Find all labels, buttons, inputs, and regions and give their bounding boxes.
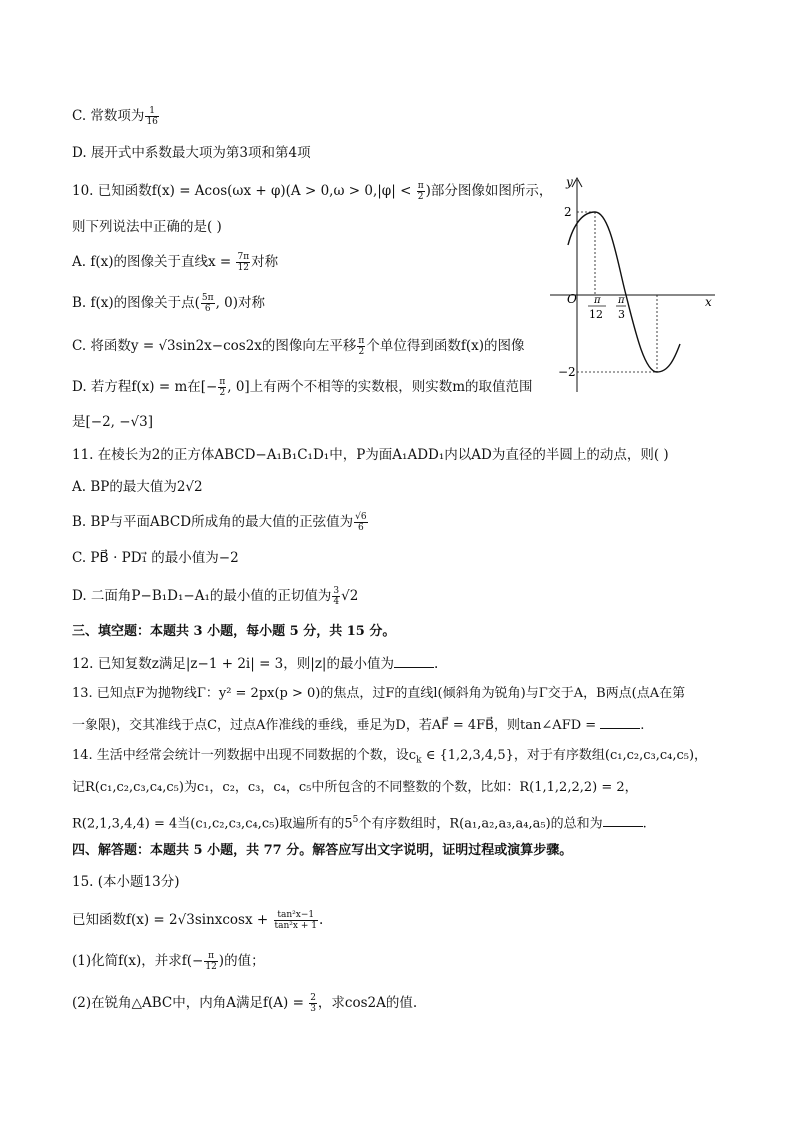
tick2-num: π [618,295,625,306]
fraction: $\frac{\pi}{12}$ [205,951,217,972]
option-c-constant [72,106,160,127]
cosine-graph [550,170,725,400]
fraction: $\frac{√6}{6}$ [355,512,367,533]
question-11-option-d: D. 二面角P−B₁D₁−A₁的最小值的正切值为 $\frac{3}{4}$ √2 [72,586,359,607]
fraction: $\frac{1}{16}$ [146,106,158,127]
fraction: $\frac{\text{tan²x−1}}{\text{tan²x + 1}}$ [274,910,317,931]
answer-blank[interactable] [394,655,434,668]
question-12: 12. 已知复数z满足|z−1 + 2i| = 3，则|z|的最小值为 . [72,656,439,672]
fraction: $\frac{\pi}{2}$ [358,336,365,357]
question-11-option-b: B. BP与平面ABCD所成角的最大值的正弦值为 $\frac{√6}{6}$ [72,512,367,533]
question-10-option-c: C. 将函数y = √3sin2x−cos2x的图像向左平移 $\frac{\pi}{2}$ 个单位得到函数f(x)的图像 [72,336,525,357]
x-axis-label: x [705,295,712,309]
fraction: $\frac{7\pi}{12}$ [237,252,250,273]
tick1-den: 12 [589,308,603,321]
question-10-stem: 10. 已知函数f(x) = Acos(ωx + φ)(A > 0,ω > 0,|φ| < $\frac{\pi}{2}$ )部分图像如图所示， [72,181,553,202]
option-text: C. 常数项为 [72,108,145,124]
question-10-prompt: 则下列说法中正确的是( ) [72,219,222,235]
fraction: $\frac{3}{4}$ [333,586,340,607]
question-15-part-1: (1)化简f(x)，并求f(− $\frac{\pi}{12}$ )的值； [72,951,265,972]
section-4-heading: 四、解答题：本题共 5 小题，共 77 分。解答应写出文字说明，证明过程或演算步骤。 [72,843,573,858]
y-max-label: 2 [564,205,572,219]
tick1-num: π [594,295,601,306]
question-10-option-b: B. f(x)的图像关于点( $\frac{5\pi}{6}$ , 0)对称 [72,293,266,314]
option-d-expansion [72,143,311,163]
origin-label: O [567,292,577,306]
question-13-line-1: 13. 已知点F为抛物线Γ：y² = 2px(p > 0)的焦点，过F的直线l(倾斜角为锐角)与Γ交于A，B两点(点A在第 [72,686,686,701]
question-10-option-a: A. f(x)的图像关于直线x = $\frac{7\pi}{12}$ 对称 [72,252,279,273]
question-13-line-2: 一象限)，交其准线于点C，过点A作准线的垂线，垂足为D，若AF⃗ = 4FB⃗，则tan∠AFD = . [72,718,645,733]
tick2-den: 3 [618,308,625,321]
y-min-label: −2 [558,365,576,379]
question-10-option-d: D. 若方程f(x) = m在[− $\frac{\pi}{2}$ , 0]上有两个不相等的实数根，则实数m的取值范围 [72,377,533,398]
section-3-heading: 三、填空题：本题共 3 小题，每小题 5 分，共 15 分。 [72,624,396,639]
question-15-part-2: (2)在锐角△ABC中，内角A满足f(A) = $\frac{2}{3}$ ，求cos2A的值. [72,993,418,1014]
question-14-line-2: 记R(c₁,c₂,c₃,c₄,c₅)为c₁，c₂，c₃，c₄，c₅中所包含的不同整数的个数，比如：R(1,1,2,2,2) = 2， [72,780,638,795]
fraction: $\frac{2}{3}$ [310,993,316,1014]
question-11-option-a: A. BP的最大值为2√2 [72,479,203,495]
cosine-curve [568,212,680,372]
question-11-stem: 11. 在棱长为2的正方体ABCD−A₁B₁C₁D₁中，P为面A₁ADD₁内以AD为直径的半圆上的动点，则( ) [72,447,669,463]
question-15-heading: 15. (本小题13分) [72,874,180,890]
question-15-function: 已知函数f(x) = 2√3sinxcosx + $\frac{\text{tan²x−1}}{\text{tan²x + 1}}$ . [72,910,324,931]
answer-blank[interactable] [603,814,643,827]
fraction: $\frac{\pi}{2}$ [219,377,226,398]
y-axis-label: y [566,175,573,189]
question-11-option-c: C. PB⃗ · PD₁⃗ 的最小值为−2 [72,550,239,566]
question-14-line-1: 14. 生活中经常会统计一列数据中出现不同数据的个数，设$c_k$ ∈ {1,2,3,4,5}，对于有序数组(c₁,c₂,c₃,c₄,c₅)， [72,748,708,766]
question-10-option-d-cont: 是[−2, −√3] [72,414,154,430]
option-text: D. 展开式中系数最大项为第3项和第4项 [72,145,311,161]
answer-blank[interactable] [600,716,640,729]
fraction: $\frac{5\pi}{6}$ [201,293,214,314]
fraction: $\frac{\pi}{2}$ [417,181,424,202]
question-14-line-3: R(2,1,3,4,4) = 4当(c₁,c₂,c₃,c₄,c₅)取遍所有的$5^5$个有序数组时，R(a₁,a₂,a₃,a₄,a₅)的总和为 . [72,815,647,832]
